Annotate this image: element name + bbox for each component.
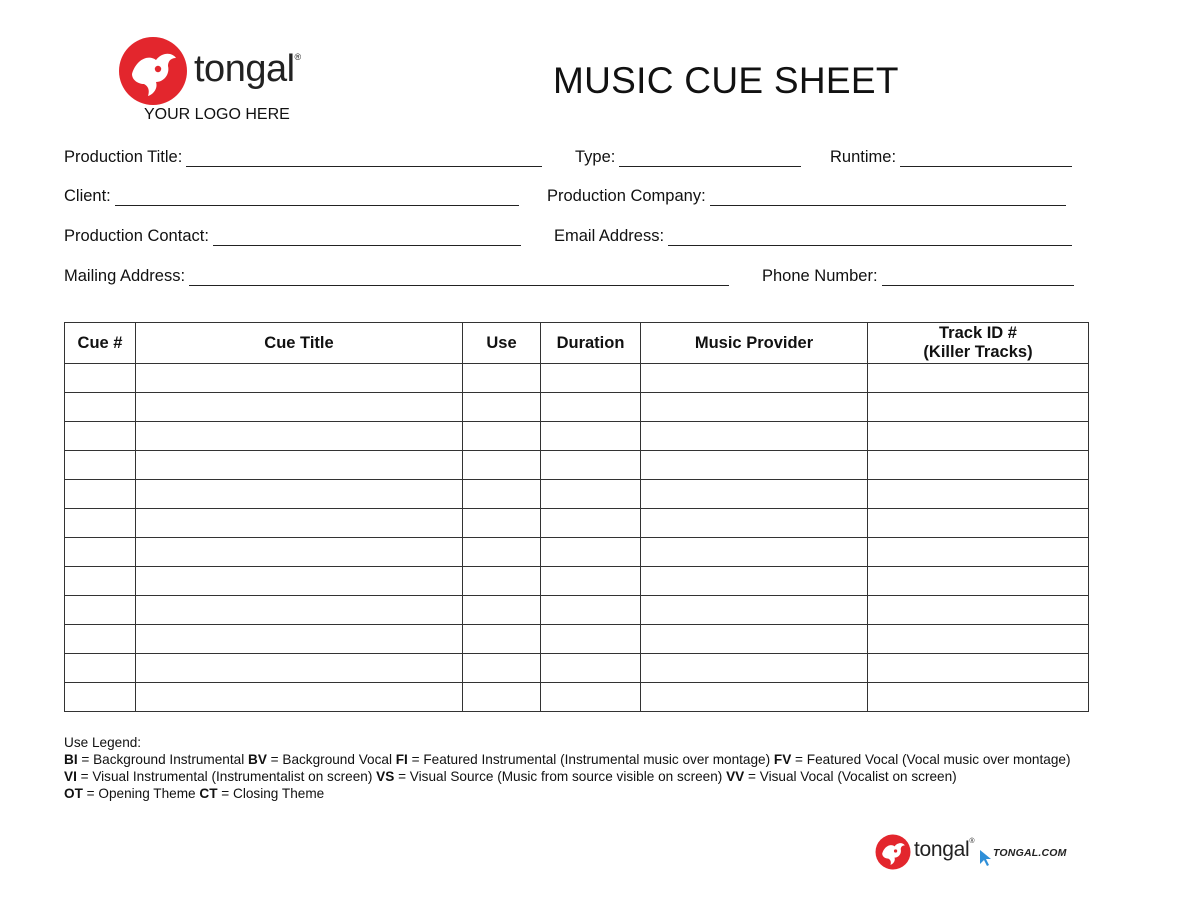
client-field xyxy=(64,187,519,206)
table-cell[interactable] xyxy=(65,538,136,567)
table-cell[interactable] xyxy=(136,480,463,509)
production-title-label: Production Title: xyxy=(64,148,183,166)
type-field xyxy=(575,148,801,167)
table-cell[interactable] xyxy=(463,422,541,451)
table-cell[interactable] xyxy=(541,422,641,451)
header-track-id-line2: (Killer Tracks) xyxy=(923,343,1033,361)
table-cell[interactable] xyxy=(136,654,463,683)
table-cell[interactable] xyxy=(541,480,641,509)
header-track-id-line1: Track ID # xyxy=(939,324,1017,342)
logo-wordmark: tongal® xyxy=(194,48,301,90)
table-cell[interactable] xyxy=(136,422,463,451)
table-cell[interactable] xyxy=(868,625,1089,654)
logo-caption: YOUR LOGO HERE xyxy=(144,106,290,123)
table-cell[interactable] xyxy=(136,509,463,538)
table-cell[interactable] xyxy=(641,596,868,625)
use-legend xyxy=(64,734,1074,802)
table-cell[interactable] xyxy=(463,654,541,683)
table-cell[interactable] xyxy=(136,364,463,393)
type-input[interactable] xyxy=(619,150,801,167)
table-cell[interactable] xyxy=(65,596,136,625)
table-cell[interactable] xyxy=(136,596,463,625)
header-cue-num: Cue # xyxy=(65,323,136,364)
table-cell[interactable] xyxy=(868,509,1089,538)
mailing-address-input[interactable] xyxy=(189,269,729,286)
production-company-input[interactable] xyxy=(710,189,1066,206)
client-input[interactable] xyxy=(115,189,519,206)
email-address-label: Email Address: xyxy=(554,227,665,245)
table-cell[interactable] xyxy=(541,538,641,567)
table-cell[interactable] xyxy=(463,567,541,596)
table-cell[interactable] xyxy=(65,422,136,451)
table-cell[interactable] xyxy=(541,451,641,480)
table-cell[interactable] xyxy=(641,683,868,712)
table-cell[interactable] xyxy=(641,480,868,509)
table-row xyxy=(65,596,1089,625)
table-cell[interactable] xyxy=(641,654,868,683)
production-title-input[interactable] xyxy=(186,150,542,167)
phone-number-label: Phone Number: xyxy=(762,267,878,285)
table-cell[interactable] xyxy=(463,538,541,567)
runtime-field xyxy=(830,148,1072,167)
table-cell[interactable] xyxy=(868,596,1089,625)
table-row xyxy=(65,451,1089,480)
header-use: Use xyxy=(463,323,541,364)
table-cell[interactable] xyxy=(463,625,541,654)
table-cell[interactable] xyxy=(65,567,136,596)
footer-wordmark: tongal® xyxy=(914,838,975,861)
table-cell[interactable] xyxy=(463,393,541,422)
table-cell[interactable] xyxy=(65,683,136,712)
table-cell[interactable] xyxy=(868,654,1089,683)
table-cell[interactable] xyxy=(541,509,641,538)
table-header-row xyxy=(65,323,1089,364)
type-label: Type: xyxy=(575,148,616,166)
table-row xyxy=(65,509,1089,538)
table-cell[interactable] xyxy=(541,683,641,712)
table-cell[interactable] xyxy=(136,538,463,567)
production-title-field xyxy=(64,148,542,167)
mailing-address-field xyxy=(64,267,729,286)
table-cell[interactable] xyxy=(541,625,641,654)
runtime-input[interactable] xyxy=(900,150,1072,167)
table-cell[interactable] xyxy=(463,451,541,480)
table-cell[interactable] xyxy=(868,567,1089,596)
production-contact-label: Production Contact: xyxy=(64,227,209,245)
table-cell[interactable] xyxy=(541,596,641,625)
table-cell[interactable] xyxy=(541,393,641,422)
table-cell[interactable] xyxy=(541,567,641,596)
table-cell[interactable] xyxy=(868,480,1089,509)
table-cell[interactable] xyxy=(641,364,868,393)
table-cell[interactable] xyxy=(136,393,463,422)
phone-number-input[interactable] xyxy=(882,269,1074,286)
legend-body: BI = Background Instrumental BV = Background Vocal FI = Featured Instrumental (Instrumental music over montage) FV = Featured Vocal (Vocal music over montage) VI = Visual Instrumental (Instrumentalist on screen) VS = Visual Source (Music from source visible on screen) VV = Visual Vocal (Vocalist on screen) OT = Opening Theme CT = Closing Theme xyxy=(64,752,1071,801)
phone-number-field xyxy=(762,267,1074,286)
client-label: Client: xyxy=(64,187,111,205)
table-cell[interactable] xyxy=(641,422,868,451)
production-company-field xyxy=(547,187,1066,206)
production-contact-input[interactable] xyxy=(213,229,521,246)
production-contact-field xyxy=(64,227,521,246)
table-cell[interactable] xyxy=(65,393,136,422)
table-row xyxy=(65,654,1089,683)
footer-url: TONGAL.COM xyxy=(993,847,1067,859)
table-cell[interactable] xyxy=(641,567,868,596)
table-cell[interactable] xyxy=(868,451,1089,480)
table-cell[interactable] xyxy=(641,509,868,538)
table-body xyxy=(65,364,1089,712)
table-row xyxy=(65,567,1089,596)
table-row xyxy=(65,683,1089,712)
header-logo xyxy=(118,36,318,126)
table-cell[interactable] xyxy=(65,364,136,393)
page-title: MUSIC CUE SHEET xyxy=(553,60,899,101)
table-cell[interactable] xyxy=(868,538,1089,567)
production-company-label: Production Company: xyxy=(547,187,706,205)
table-cell[interactable] xyxy=(463,364,541,393)
table-cell[interactable] xyxy=(65,480,136,509)
table-cell[interactable] xyxy=(641,625,868,654)
table-cell[interactable] xyxy=(463,683,541,712)
cursor-arrow-icon xyxy=(979,849,993,867)
table-cell[interactable] xyxy=(136,451,463,480)
header-duration: Duration xyxy=(541,323,641,364)
header-music-provider: Music Provider xyxy=(641,323,868,364)
table-cell[interactable] xyxy=(541,364,641,393)
table-cell[interactable] xyxy=(136,567,463,596)
table-cell[interactable] xyxy=(136,625,463,654)
table-row xyxy=(65,364,1089,393)
tongal-footer-logo-icon xyxy=(875,834,911,870)
table-cell[interactable] xyxy=(641,451,868,480)
table-cell[interactable] xyxy=(65,509,136,538)
table-row xyxy=(65,422,1089,451)
table-row xyxy=(65,538,1089,567)
table-row xyxy=(65,393,1089,422)
table-cell[interactable] xyxy=(541,654,641,683)
table-cell[interactable] xyxy=(463,596,541,625)
legend-heading: Use Legend: xyxy=(64,735,142,750)
footer-logo[interactable] xyxy=(875,832,1075,872)
table-row xyxy=(65,625,1089,654)
table-cell[interactable] xyxy=(463,480,541,509)
header-cue-title: Cue Title xyxy=(136,323,463,364)
table-cell[interactable] xyxy=(868,683,1089,712)
table-cell[interactable] xyxy=(136,683,463,712)
email-address-input[interactable] xyxy=(668,229,1072,246)
tongal-logo-icon xyxy=(118,36,188,106)
table-cell[interactable] xyxy=(65,451,136,480)
table-cell[interactable] xyxy=(641,393,868,422)
email-address-field xyxy=(554,227,1072,246)
table-cell[interactable] xyxy=(463,509,541,538)
runtime-label: Runtime: xyxy=(830,148,897,166)
table-row xyxy=(65,480,1089,509)
table-cell[interactable] xyxy=(65,654,136,683)
table-cell[interactable] xyxy=(868,364,1089,393)
table-cell[interactable] xyxy=(65,625,136,654)
table-cell[interactable] xyxy=(868,393,1089,422)
mailing-address-label: Mailing Address: xyxy=(64,267,186,285)
table-cell[interactable] xyxy=(641,538,868,567)
cue-table xyxy=(64,322,1089,712)
table-cell[interactable] xyxy=(868,422,1089,451)
header-track-id xyxy=(868,323,1089,364)
